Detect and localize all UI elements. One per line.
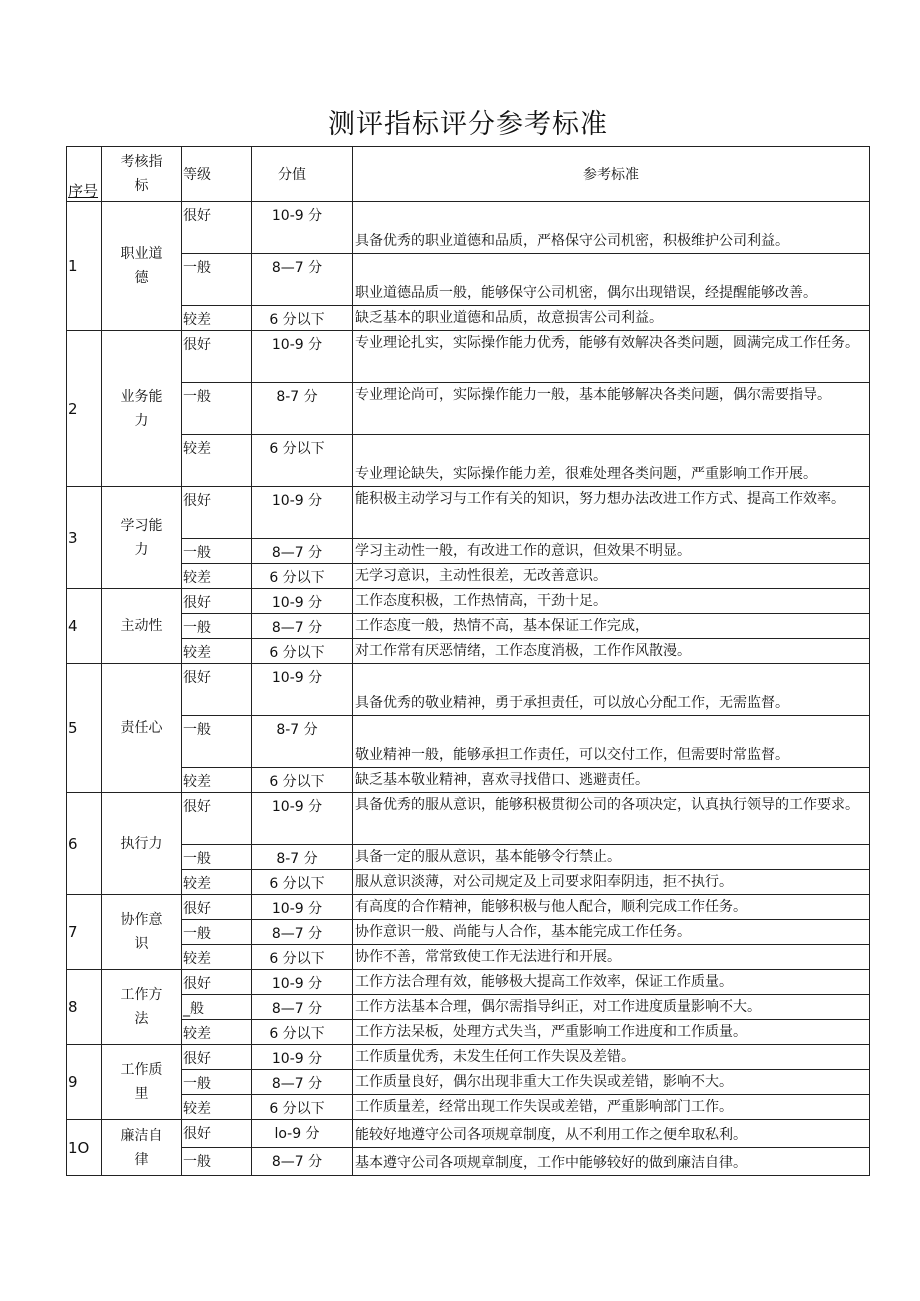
- table-row: [67, 202, 870, 254]
- indicator-label: 主动性: [120, 618, 163, 634]
- indicator-label: 职业道德: [120, 246, 163, 286]
- score-cell: lo-9 分: [252, 1120, 353, 1148]
- table-row: [67, 793, 870, 845]
- grade-cell: 很好: [182, 793, 252, 845]
- row-number: 3: [67, 487, 102, 589]
- standard-cell: 敬业精神一般，能够承担工作责任，可以交付工作，但需要时常监督。: [353, 716, 870, 768]
- indicator-name: [102, 1120, 182, 1176]
- table-row: [67, 870, 870, 895]
- table-row: [67, 768, 870, 793]
- indicator-label: 业务能力: [120, 388, 163, 429]
- page-title: 测评指标评分参考标准: [328, 109, 608, 140]
- score-cell: 8—7 分: [252, 1148, 353, 1176]
- table-row: [67, 1070, 870, 1095]
- indicator-label: 廉洁自律: [120, 1127, 163, 1168]
- grade-cell: 较差: [182, 768, 252, 793]
- row-number: 5: [67, 664, 102, 793]
- standard-cell: 工作态度一般，热情不高，基本保证工作完成，: [353, 614, 870, 639]
- grade-cell: 很好: [182, 487, 252, 539]
- table-row: [67, 589, 870, 614]
- score-cell: 10-9 分: [252, 970, 353, 995]
- standard-cell: 专业理论尚可，实际操作能力一般，基本能够解决各类问题，偶尔需要指导。: [353, 383, 870, 435]
- table-row: [67, 1095, 870, 1120]
- indicator-label: 工作质里: [120, 1062, 163, 1102]
- grade-cell: 一般: [182, 716, 252, 768]
- table-row: [67, 614, 870, 639]
- grade-cell: 较差: [182, 1095, 252, 1120]
- table-row: [67, 435, 870, 487]
- table-row: [67, 945, 870, 970]
- row-number: 6: [67, 793, 102, 895]
- score-cell: 8-7 分: [252, 845, 353, 870]
- table-row: [67, 970, 870, 995]
- row-number: 9: [67, 1045, 102, 1120]
- score-cell: 8—7 分: [252, 920, 353, 945]
- standard-cell: 对工作常有厌恶情绪，工作态度消极，工作作风散漫。: [353, 639, 870, 664]
- table-row: [67, 639, 870, 664]
- standard-cell: 服从意识淡薄，对公司规定及上司要求阳奉阴违，拒不执行。: [353, 870, 870, 895]
- row-number: 1: [67, 202, 102, 331]
- score-cell: 10-9 分: [252, 895, 353, 920]
- score-cell: 6 分以下: [252, 768, 353, 793]
- grade-cell: 较差: [182, 945, 252, 970]
- indicator-name: [102, 202, 182, 331]
- score-cell: 10-9 分: [252, 487, 353, 539]
- indicator-name: [102, 487, 182, 589]
- grade-cell: 一般: [182, 539, 252, 564]
- standard-cell: 工作方法基本合理，偶尔需指导纠正，对工作进度质量影响不大。: [353, 995, 870, 1020]
- standard-cell: 专业理论扎实，实际操作能力优秀，能够有效解决各类问题，圆满完成工作任务。: [353, 331, 870, 383]
- table-row: [67, 1120, 870, 1148]
- grade-cell: 一般: [182, 383, 252, 435]
- grade-cell: 一般: [182, 845, 252, 870]
- standard-cell: 工作质量良好，偶尔出现非重大工作失误或差错，影响不大。: [353, 1070, 870, 1095]
- indicator-label: 工作方法: [120, 987, 163, 1027]
- standard-cell: 学习主动性一般，有改进工作的意识，但效果不明显。: [353, 539, 870, 564]
- grade-cell: 一般: [182, 920, 252, 945]
- score-cell: 6 分以下: [252, 306, 353, 331]
- table-row: [67, 254, 870, 306]
- standard-cell: 专业理论缺失，实际操作能力差，很难处理各类问题，严重影响工作开展。: [353, 435, 870, 487]
- score-cell: 10-9 分: [252, 664, 353, 716]
- score-cell: 6 分以下: [252, 564, 353, 589]
- score-cell: 8—7 分: [252, 1070, 353, 1095]
- standard-cell: 具备优秀的服从意识，能够积极贯彻公司的各项决定，认真执行领导的工作要求。: [353, 793, 870, 845]
- indicator-label: 学习能力: [120, 517, 163, 558]
- table-row: [67, 306, 870, 331]
- table-row: [67, 995, 870, 1020]
- score-cell: 10-9 分: [252, 331, 353, 383]
- standard-cell: 工作态度积极，工作热情高，干劲十足。: [353, 589, 870, 614]
- score-cell: 8—7 分: [252, 995, 353, 1020]
- standard-cell: 具备优秀的职业道德和品质，严格保守公司机密，积极维护公司利益。: [353, 202, 870, 254]
- table-row: [67, 895, 870, 920]
- score-cell: 6 分以下: [252, 870, 353, 895]
- standard-cell: 能较好地遵守公司各项规章制度，从不利用工作之便牟取私利。: [353, 1120, 870, 1148]
- standard-cell: 协作意识一般、尚能与人合作，基本能完成工作任务。: [353, 920, 870, 945]
- grade-cell: 较差: [182, 564, 252, 589]
- score-cell: 6 分以下: [252, 1020, 353, 1045]
- header-standard: 参考标准: [353, 147, 870, 202]
- row-number: 1O: [67, 1120, 102, 1176]
- standard-cell: 无学习意识，主动性很差，无改善意识。: [353, 564, 870, 589]
- indicator-name: [102, 589, 182, 664]
- grade-cell: 一般: [182, 254, 252, 306]
- grade-cell: 很好: [182, 589, 252, 614]
- row-number: 2: [67, 331, 102, 487]
- table-row: [67, 845, 870, 870]
- table-row: [67, 1148, 870, 1176]
- table-row: [67, 331, 870, 383]
- grade-cell: 很好: [182, 1120, 252, 1148]
- indicator-label: 协作意识: [120, 912, 163, 952]
- grade-cell: 一般: [182, 614, 252, 639]
- score-cell: 8-7 分: [252, 383, 353, 435]
- score-cell: 10-9 分: [252, 202, 353, 254]
- grade-cell: 一般: [182, 1070, 252, 1095]
- table-row: [67, 716, 870, 768]
- standard-cell: 工作质量差，经常出现工作失误或差错，严重影响部门工作。: [353, 1095, 870, 1120]
- table-row: [67, 487, 870, 539]
- standard-cell: 工作质量优秀，未发生任何工作失误及差错。: [353, 1045, 870, 1070]
- standard-cell: 有高度的合作精神，能够积极与他人配合，顺利完成工作任务。: [353, 895, 870, 920]
- standard-cell: 具备一定的服从意识，基本能够令行禁止。: [353, 845, 870, 870]
- grade-cell: 很好: [182, 331, 252, 383]
- indicator-name: [102, 664, 182, 793]
- header-no: 序号: [67, 147, 102, 202]
- standard-cell: 基本遵守公司各项规章制度，工作中能够较好的做到廉洁自律。: [353, 1148, 870, 1176]
- grade-cell: _般: [182, 995, 252, 1020]
- indicator-name: [102, 970, 182, 1045]
- score-cell: 8—7 分: [252, 254, 353, 306]
- table-row: [67, 539, 870, 564]
- header-row: [67, 147, 870, 202]
- score-cell: 10-9 分: [252, 1045, 353, 1070]
- grade-cell: 很好: [182, 202, 252, 254]
- table-row: [67, 1045, 870, 1070]
- score-cell: 8—7 分: [252, 539, 353, 564]
- standard-cell: 缺乏基本的职业道德和品质，故意损害公司利益。: [353, 306, 870, 331]
- score-cell: 10-9 分: [252, 793, 353, 845]
- score-cell: 6 分以下: [252, 945, 353, 970]
- indicator-name: [102, 793, 182, 895]
- grade-cell: 很好: [182, 1045, 252, 1070]
- table-row: [67, 664, 870, 716]
- indicator-name: [102, 331, 182, 487]
- indicator-label: 执行力: [120, 835, 163, 852]
- header-grade: 等级: [182, 147, 252, 202]
- standard-cell: 工作方法呆板，处理方式失当，严重影响工作进度和工作质量。: [353, 1020, 870, 1045]
- table-row: [67, 383, 870, 435]
- criteria-table: [66, 146, 870, 1176]
- standard-cell: 具备优秀的敬业精神，勇于承担责任，可以放心分配工作，无需监督。: [353, 664, 870, 716]
- standard-cell: 协作不善，常常致使工作无法进行和开展。: [353, 945, 870, 970]
- grade-cell: 较差: [182, 639, 252, 664]
- table-row: [67, 920, 870, 945]
- table-row: [67, 564, 870, 589]
- grade-cell: 较差: [182, 1020, 252, 1045]
- indicator-name: [102, 895, 182, 970]
- score-cell: 10-9 分: [252, 589, 353, 614]
- row-number: 4: [67, 589, 102, 664]
- grade-cell: 较差: [182, 306, 252, 331]
- header-indicator: 考核指标: [102, 147, 182, 202]
- standard-cell: 职业道德品质一般，能够保守公司机密，偶尔出现错误，经提醒能够改善。: [353, 254, 870, 306]
- score-cell: 6 分以下: [252, 435, 353, 487]
- score-cell: 8-7 分: [252, 716, 353, 768]
- score-cell: 6 分以下: [252, 1095, 353, 1120]
- score-cell: 6 分以下: [252, 639, 353, 664]
- standard-cell: 缺乏基本敬业精神，喜欢寻找借口、逃避责任。: [353, 768, 870, 793]
- standard-cell: 工作方法合理有效，能够极大提高工作效率，保证工作质量。: [353, 970, 870, 995]
- indicator-label: 责任心: [120, 720, 163, 736]
- grade-cell: 较差: [182, 870, 252, 895]
- grade-cell: 很好: [182, 895, 252, 920]
- grade-cell: 很好: [182, 970, 252, 995]
- grade-cell: 一般: [182, 1148, 252, 1176]
- table-row: [67, 1020, 870, 1045]
- grade-cell: 很好: [182, 664, 252, 716]
- score-cell: 8—7 分: [252, 614, 353, 639]
- indicator-name: [102, 1045, 182, 1120]
- row-number: 8: [67, 970, 102, 1045]
- row-number: 7: [67, 895, 102, 970]
- standard-cell: 能积极主动学习与工作有关的知识，努力想办法改进工作方式、提高工作效率。: [353, 487, 870, 539]
- header-score: 分值: [252, 147, 353, 202]
- grade-cell: 较差: [182, 435, 252, 487]
